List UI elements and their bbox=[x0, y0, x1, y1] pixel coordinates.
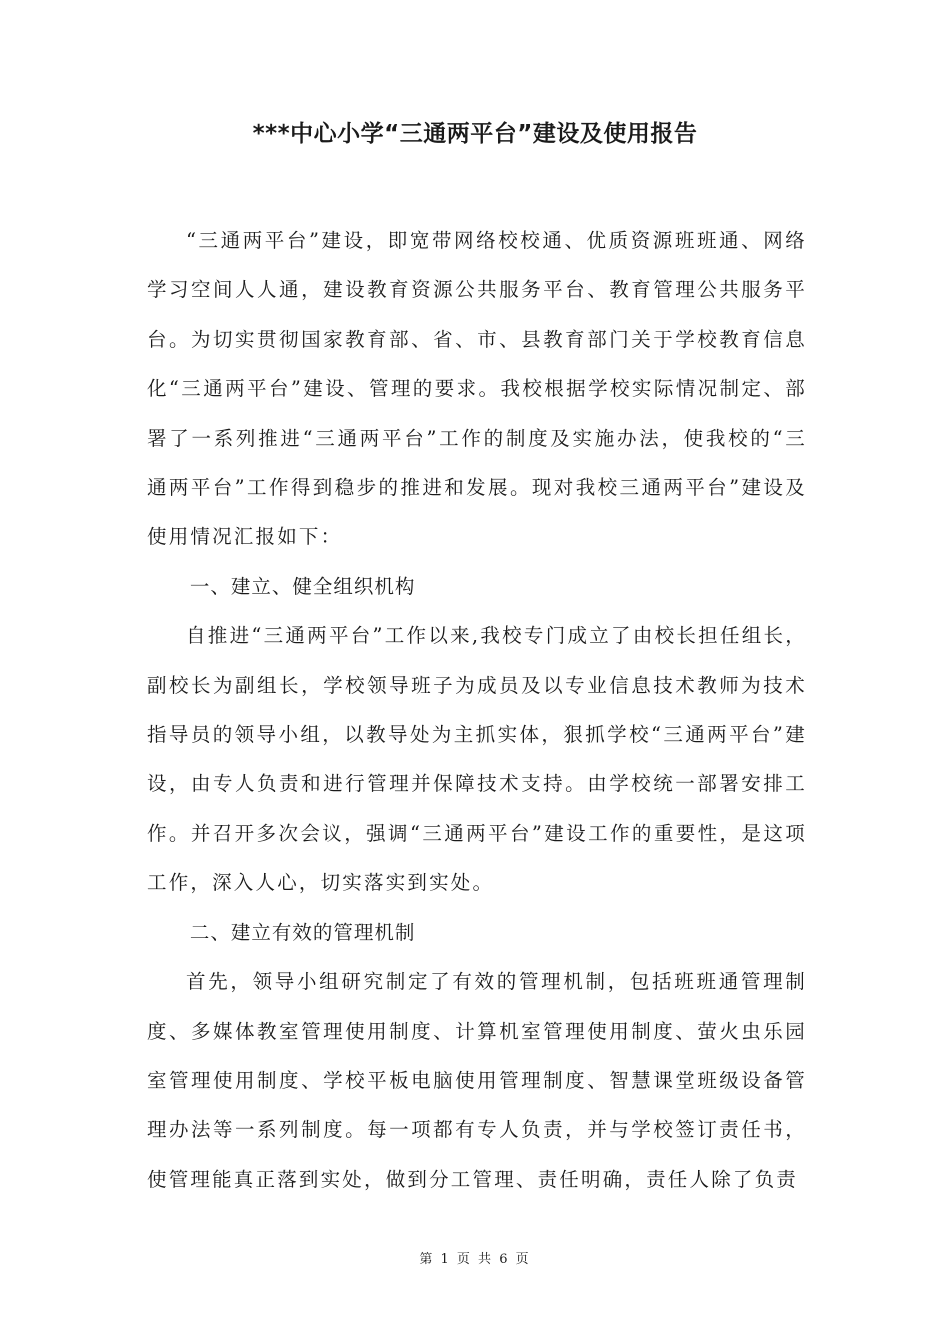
section-heading-1: 一、建立、健全组织机构 bbox=[189, 574, 416, 598]
section-1-paragraph: 自推进“三通两平台”工作以来,我校专门成立了由校长担任组长，副校长为副组长，学校领导班子为成员及以专业信息技术教师为技术指导员的领导小组，以教导处为主抓实体，狠抓学校“三通两平台”建设，由专人负责和进行管理并保障技术支持。由学校统一部署安排工作。并召开多次会议，强调“三通两平台”建设工作的重要性，是这项工作，深入人心，切实落实到实处。 bbox=[147, 624, 807, 895]
document-body bbox=[147, 216, 807, 1204]
section-heading-2: 二、建立有效的管理机制 bbox=[189, 920, 416, 944]
intro-paragraph: “三通两平台”建设，即宽带网络校校通、优质资源班班通、网络学习空间人人通，建设教育资源公共服务平台、教育管理公共服务平台。为切实贯彻国家教育部、省、市、县教育部门关于学校教育信息化“三通两平台”建设、管理的要求。我校根据学校实际情况制定、部署了一系列推进“三通两平台”工作的制度及实施办法，使我校的“三通两平台”工作得到稳步的推进和发展。现对我校三通两平台”建设及使用情况汇报如下： bbox=[147, 229, 807, 549]
page-number-footer: 第 1 页 共 6 页 bbox=[419, 1252, 531, 1267]
section-2-paragraph: 首先，领导小组研究制定了有效的管理机制，包括班班通管理制度、多媒体教室管理使用制度、计算机室管理使用制度、萤火虫乐园室管理使用制度、学校平板电脑使用管理制度、智慧课堂班级设备管理办法等一系列制度。每一项都有专人负责，并与学校签订责任书，使管理能真正落到实处，做到分工管理、责任明确，责任人除了负责 bbox=[147, 970, 807, 1191]
document-title: ***中心小学“三通两平台”建设及使用报告 bbox=[252, 121, 698, 147]
